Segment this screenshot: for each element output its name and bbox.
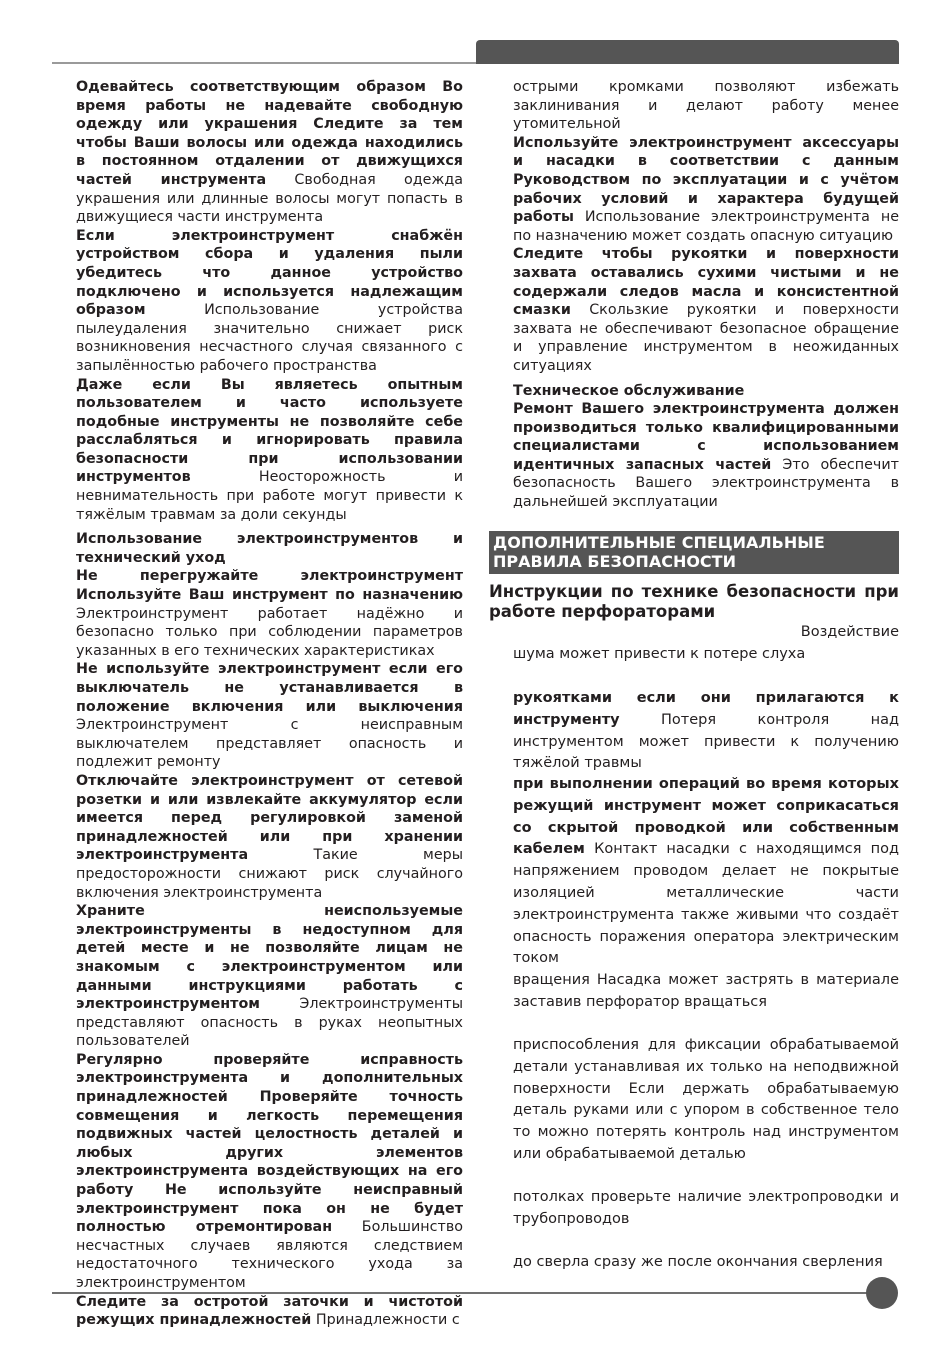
paragraph-text: Потеря контроля над инструментом может привести к получению тяжёлой травмы [513,711,899,772]
paragraph-text: Использование электроинструмента не по назначению может создать опасную ситуацию [513,209,899,244]
paragraph-text: Воздействие [800,624,899,640]
paragraph-bold: Следите за остротой заточки и чистотой режущих принадлежностей [76,1293,463,1329]
paragraph-text: потолках проверьте наличие электропроводки и трубопроводов [513,1189,899,1227]
paragraph [76,660,463,772]
subsection-heading [76,530,463,567]
paragraph-bold: рукоятками если они прилагаются к инструменту [513,690,899,728]
paragraph-text: до сверла сразу же после окончания сверления [513,1254,883,1270]
paragraph-bold: Даже если Вы являетесь опытным пользователем и часто используете подобные инструменты не позволяйте себе расслабляться и игнорировать правила безопасности при использовании инструментов [76,376,463,486]
paragraph-bold: Используйте электроинструмент аксессуары и насадки в соответствии с данным Руководством по эксплуатации и с учётом рабочих условий и характера будущей работы [513,134,899,226]
paragraph [76,78,463,227]
paragraph-bold: Следите чтобы рукоятки и поверхности захвата оставались сухими чистыми и не содержали следов масла и консистентной смазки [513,246,899,319]
paragraph-bold: Если электроинструмент снабжён устройством сбора и удаления пыли убедитесь что данное устройство подключено и используется надлежащим образом [76,227,463,319]
paragraph-text: Большинство несчастных случаев являются следствием недостаточного технического ухода за электроинструментом [76,1219,463,1291]
paragraph-bold: Использование электроинструментов и технический уход [76,531,463,566]
paragraph-text: Принадлежности с [315,1312,460,1329]
paragraph-bold: Не используйте электроинструмент если его выключатель не устанавливается в положение включения или выключения [76,661,463,715]
paragraph [513,400,899,512]
right-paragraph-3 [513,774,899,970]
paragraph [513,245,899,375]
paragraph [76,227,463,376]
paragraph [76,567,463,660]
paragraph-text: Электроинструменты представляют опасность в руках неопытных пользователей [76,996,463,1050]
paragraph-bold: Ремонт Вашего электроинструмента должен производиться только квалифицированными специалистами с использованием идентичных запасных частей [513,401,899,473]
paragraph-text: шума может привести к потере слуха [513,645,806,662]
paragraph-bold: Регулярно проверяйте исправность электроинструмента и дополнительных принадлежностей Проверяйте точность совмещения и легкость перемещения подвижных частей целостность деталей и любых других элементов электроинструмента воздействующих на его работу Не используйте неисправный электроинструмент пока он не будет полностью отремонтирован [76,1051,463,1236]
paragraph-text: Скользкие рукоятки и поверхности захвата не обеспечивают безопасное обращение и управление инструментом в неожиданных ситуациях [513,302,899,374]
paragraph-text: Электроинструмент работает надёжно и безопасно только при соблюдении параметров указанных в его технических характеристиках [76,605,463,659]
paragraph-bold: Отключайте электроинструмент от сетевой розетки и или извлекайте аккумулятор если имеется перед регулировкой заменой принадлежностей или при хранении электроинструмента [76,772,463,864]
right-paragraph-4 [513,970,899,1014]
paragraph-text: Контакт насадки с находящимся под напряжением проводом делает не покрытые изоляцией металлические части электроинструмента также живыми что создаёт опасность поражения оператора электрическим током [513,841,899,967]
paragraph-text: острыми кромками позволяют избежать заклинивания и делают работу менее утомительной [513,79,899,133]
paragraph-text: вращения Насадка может застрять в материале заставив перфоратор вращаться [513,972,899,1010]
paragraph-text: Неосторожность и невнимательность при работе могут привести к тяжёлым травмам за доли секунды [76,469,464,523]
paragraph [513,78,899,134]
right-paragraph-7 [513,1252,899,1274]
paragraph-text: Использование устройства пылеудаления значительно снижает риск возникновения несчастного случая связанного с запылённостью рабочего пространства [76,302,463,374]
paragraph [76,902,463,1051]
right-paragraph-2 [513,688,899,775]
paragraph-bold: Техническое обслуживание [513,382,745,399]
paragraph-bold: Храните неиспользуемые электроинструменты в недоступном для детей месте и не позволяйте лицам не знакомым с электроинструментом или данными инструкциями работать с электроинструментом [76,903,463,1013]
paragraph-bold: при выполнении операций во время которых режущий инструмент может соприкасаться со скрытой проводкой или собственным кабелем [513,776,899,858]
paragraph-bold: Не перегружайте электроинструмент Используйте Ваш инструмент по назначению [76,568,463,604]
paragraph-bold: Одевайтесь соответствующим образом Во время работы не надевайте свободную одежду или украшения Следите за тем чтобы Ваши волосы или одежда находились в постоянном отдалении от движущихся частей инструмента [76,79,463,188]
subsection-heading [513,382,899,401]
paragraph-text: Это обеспечит безопасность Вашего электроинструмента в дальнейшей эксплуатации [513,456,899,511]
section-title: ДОПОЛНИТЕЛЬНЫЕ СПЕЦИАЛЬНЫЕ ПРАВИЛА БЕЗОПАСНОСТИ [489,531,899,574]
right-paragraph-6 [513,1187,899,1231]
paragraph [76,1051,463,1293]
paragraph [513,134,899,246]
paragraph [76,772,463,902]
page-number-badge [866,1277,898,1309]
right-column-top [513,78,899,512]
right-paragraph-1 [513,622,899,666]
paragraph [76,1293,463,1330]
left-column [76,78,463,1330]
paragraph-text: Свободная одежда украшения или длинные волосы могут попасть в движущиеся части инструмента [76,171,464,226]
paragraph-text: приспособления для фиксации обрабатываемой детали устанавливая их только на неподвижной поверхности Если держать обрабатываемую деталь руками или с упором в собственное тело то можно потерять контроль над инструментом или обрабатываемой деталью [513,1037,899,1162]
paragraph-text: Такие меры предосторожности снижают риск случайного включения электроинструмента [76,847,463,901]
footer-rule [52,1292,872,1294]
right-paragraph-5 [513,1035,899,1166]
header-rule [52,62,482,64]
subheading: Инструкции по технике безопасности при работе перфораторами [489,582,899,621]
paragraph-text: Электроинструмент с неисправным выключателем представляет опасность и подлежит ремонту [76,717,463,771]
header-bar [476,40,899,64]
paragraph [76,376,463,525]
